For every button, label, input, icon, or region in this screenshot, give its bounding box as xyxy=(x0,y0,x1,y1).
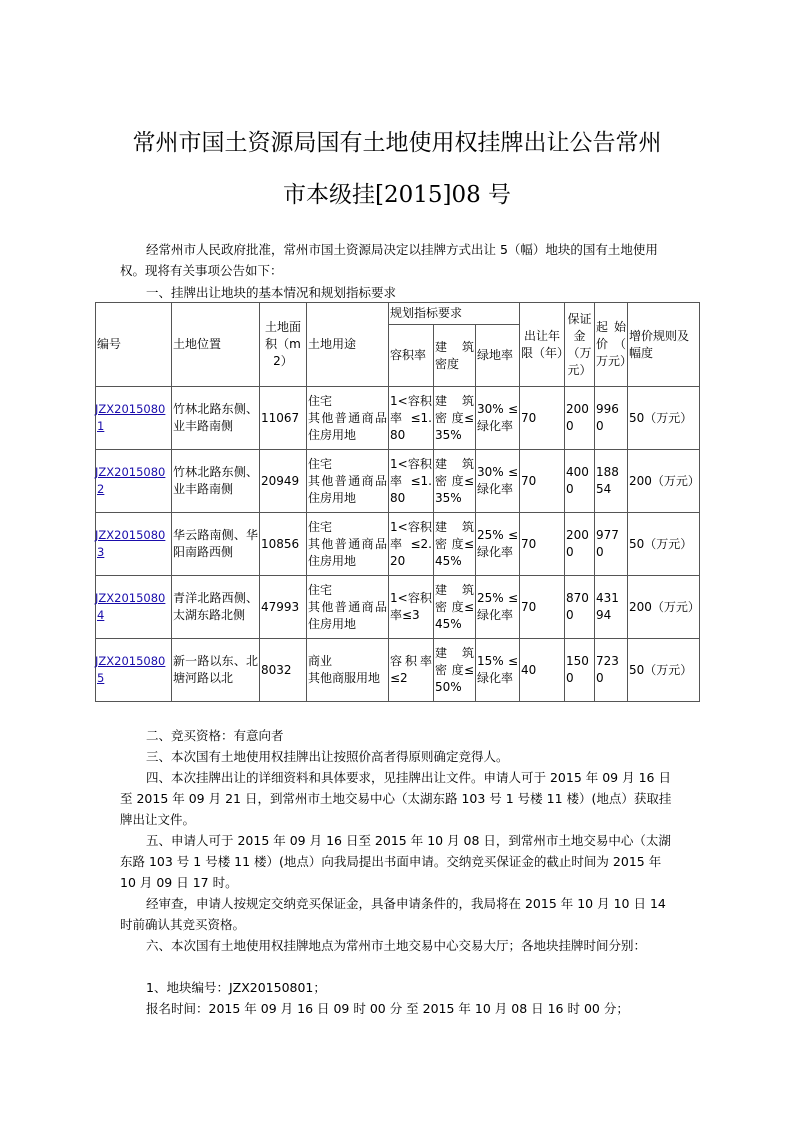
cell-increment: 200（万元） xyxy=(628,576,700,639)
table-row xyxy=(96,639,700,702)
cell-far: 1<容积率 ≤1.80 xyxy=(389,387,434,450)
cell-far: 1<容积率≤3 xyxy=(389,576,434,639)
cell-deposit: 4000 xyxy=(565,450,595,513)
cell-term: 70 xyxy=(520,450,565,513)
table-row xyxy=(96,513,700,576)
header-location: 土地位置 xyxy=(172,303,260,387)
cell-term: 70 xyxy=(520,576,565,639)
section3-paragraph: 三、本次国有土地使用权挂牌出让按照价高者得原则确定竞得人。 xyxy=(146,749,509,764)
parcel-code-link[interactable]: JZX20150804 xyxy=(95,591,166,622)
table-row xyxy=(96,450,700,513)
cell-deposit: 2000 xyxy=(565,387,595,450)
cell-green: 30% ≤绿化率 xyxy=(476,450,520,513)
cell-location: 华云路南侧、华阳南路西侧 xyxy=(172,513,260,576)
signup-time-line: 报名时间：2015 年 09 月 16 日 09 时 00 分 至 2015 年 10 月 08 日 16 时 00 分； xyxy=(146,1001,629,1016)
cell-area: 8032 xyxy=(260,639,307,702)
section6-paragraph: 六、本次国有土地使用权挂牌地点为常州市土地交易中心交易大厅；各地块挂牌时间分别： xyxy=(146,938,647,953)
review-paragraph: 经审查，申请人按规定交纳竞买保证金，具备申请条件的，我局将在 2015 年 10 月 10 日 14 时前确认其竞买资格。 xyxy=(120,896,666,932)
cell-area: 11067 xyxy=(260,387,307,450)
cell-far: 容积率≤2 xyxy=(389,639,434,702)
section5-paragraph: 五、申请人可于 2015 年 09 月 16 日至 2015 年 10 月 08 日，到常州市土地交易中心（太湖东路 103 号 1 号楼 11 楼）(地点）向我局提出书面申请。交纳竞买保证金的截止时间为 2015 年 10 月 09 日 17 时。 xyxy=(120,833,671,890)
parcel-code-link[interactable]: JZX20150805 xyxy=(95,654,166,685)
parcel-code-link[interactable]: JZX20150801 xyxy=(95,402,166,433)
cell-green: 15% ≤绿化率 xyxy=(476,639,520,702)
cell-area: 10856 xyxy=(260,513,307,576)
cell-far: 1<容积率 ≤1.80 xyxy=(389,450,434,513)
cell-green: 25% ≤绿化率 xyxy=(476,576,520,639)
intro-paragraph: 经常州市人民政府批准，常州市国土资源局决定以挂牌方式出让 5（幅）地块的国有土地使用权。现将有关事项公告如下： xyxy=(120,242,658,278)
land-parcel-table xyxy=(95,302,700,702)
cell-term: 70 xyxy=(520,387,565,450)
cell-location: 竹林北路东侧、业丰路南侧 xyxy=(172,387,260,450)
header-green: 绿地率 xyxy=(476,325,520,387)
header-deposit: 保证金（万元） xyxy=(565,303,595,387)
cell-area: 47993 xyxy=(260,576,307,639)
cell-term: 40 xyxy=(520,639,565,702)
cell-green: 25% ≤绿化率 xyxy=(476,513,520,576)
header-usage: 土地用途 xyxy=(307,303,389,387)
cell-usage: 住宅 其他普通商品住房用地 xyxy=(307,513,389,576)
cell-start-price: 7230 xyxy=(595,639,628,702)
cell-usage: 住宅 其他普通商品住房用地 xyxy=(307,450,389,513)
cell-usage: 商业 其他商服用地 xyxy=(307,639,389,702)
cell-deposit: 1500 xyxy=(565,639,595,702)
cell-location: 青洋北路西侧、太湖东路北侧 xyxy=(172,576,260,639)
header-term: 出让年限（年） xyxy=(520,303,565,387)
parcel-code-link[interactable]: JZX20150803 xyxy=(95,528,166,559)
table-row xyxy=(96,387,700,450)
cell-usage: 住宅 其他普通商品住房用地 xyxy=(307,387,389,450)
cell-density: 建 筑密 度≤35% xyxy=(434,450,476,513)
table-row xyxy=(96,576,700,639)
header-far: 容积率 xyxy=(389,325,434,387)
section2-paragraph: 二、竞买资格：有意向者 xyxy=(146,728,284,743)
cell-term: 70 xyxy=(520,513,565,576)
parcel-code-link[interactable]: JZX20150802 xyxy=(95,465,166,496)
cell-start-price: 18854 xyxy=(595,450,628,513)
cell-location: 竹林北路东侧、业丰路南侧 xyxy=(172,450,260,513)
header-planning: 规划指标要求 xyxy=(389,303,520,325)
section4-paragraph: 四、本次挂牌出让的详细资料和具体要求，见挂牌出让文件。申请人可于 2015 年 09 月 16 日至 2015 年 09 月 21 日，到常州市土地交易中心（太湖东路 103 号 1 号楼 11 楼）(地点）获取挂牌出让文件。 xyxy=(120,770,672,827)
cell-density: 建 筑密 度≤35% xyxy=(434,387,476,450)
cell-density: 建 筑密 度≤45% xyxy=(434,576,476,639)
item1-line: 1、地块编号：JZX20150801； xyxy=(146,980,326,995)
cell-usage: 住宅 其他普通商品住房用地 xyxy=(307,576,389,639)
cell-far: 1<容积率 ≤2.20 xyxy=(389,513,434,576)
header-area: 土地面积（m2） xyxy=(260,303,307,387)
cell-density: 建 筑密 度≤45% xyxy=(434,513,476,576)
cell-increment: 200（万元） xyxy=(628,450,700,513)
page-title-line2: 市本级挂[2015]08 号 xyxy=(282,182,512,208)
cell-increment: 50（万元） xyxy=(628,513,700,576)
cell-area: 20949 xyxy=(260,450,307,513)
cell-start-price: 9770 xyxy=(595,513,628,576)
header-increment: 增价规则及幅度 xyxy=(628,303,700,387)
header-start-price: 起 始价（ 万元） xyxy=(595,303,628,387)
cell-increment: 50（万元） xyxy=(628,639,700,702)
header-code: 编号 xyxy=(96,303,172,387)
cell-location: 新一路以东、北塘河路以北 xyxy=(172,639,260,702)
cell-deposit: 2000 xyxy=(565,513,595,576)
cell-deposit: 8700 xyxy=(565,576,595,639)
cell-green: 30% ≤绿化率 xyxy=(476,387,520,450)
cell-start-price: 9960 xyxy=(595,387,628,450)
cell-start-price: 43194 xyxy=(595,576,628,639)
header-density: 建 筑密度 xyxy=(434,325,476,387)
cell-density: 建 筑密 度≤50% xyxy=(434,639,476,702)
cell-increment: 50（万元） xyxy=(628,387,700,450)
page-title-line1: 常州市国土资源局国有土地使用权挂牌出让公告常州 xyxy=(132,130,662,156)
section1-heading: 一、挂牌出让地块的基本情况和规划指标要求 xyxy=(146,285,397,300)
